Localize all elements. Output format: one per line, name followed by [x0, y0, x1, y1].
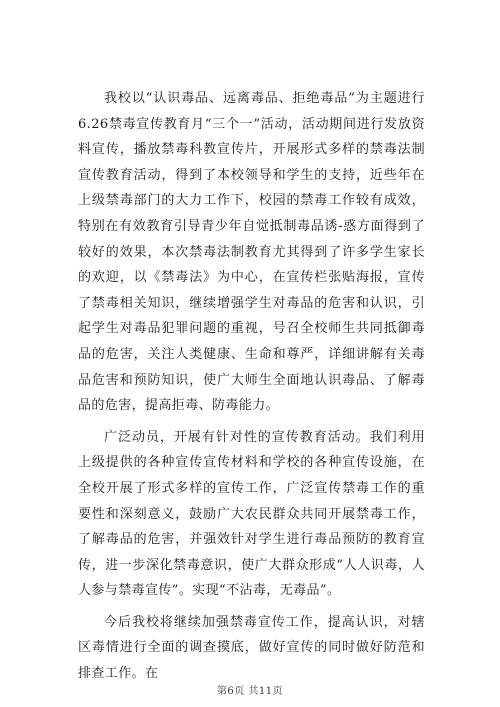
paragraph-2: 广泛动员，开展有针对性的宣传教育活动。我们利用上级提供的各种宣传宣传材料和学校的各种宣传设施，在全校开展了形式多样的宣传工作，广泛宣传禁毒工作的重要性和深刻意义，鼓励广大农民群众共同开展禁毒工作，了解毒品的危害，并强效针对学生进行毒品预防的教育宣传，进一步深化禁毒意识，使广大群众形成“人人识毒，人人参与禁毒宣传”。实现“不沾毒，无毒品”。 [78, 429, 425, 599]
page-number-footer: 第6页 共11页 [216, 686, 284, 697]
document-body [78, 86, 425, 693]
paragraph-1: 我校以“认识毒品、远离毒品、拒绝毒品”为主题进行6.26禁毒宣传教育月“三个一”活动，活动期间进行发放资料宣传，播放禁毒科教宣传片，开展形式多样的禁毒法制宣传教育活动，得到了本校领导和学生的支持，近些年在上级禁毒部门的大力工作下，校园的禁毒工作较有成效，特别在有效教育引导青少年自觉抵制毒品诱-惑方面得到了较好的效果，本次禁毒法制教育尤其得到了许多学生家长的欢迎，以《禁毒法》为中心，在宣传栏张贴海报，宣传了禁毒相关知识，继续增强学生对毒品的危害和认识，引起学生对毒品犯罪问题的重视，号召全校师生共同抵御毒品的危害，关注人类健康、生命和尊严，详细讲解有关毒品危害和预防知识，使广大师生全面地认识毒品、了解毒品的危害，提高拒毒、防毒能力。 [78, 91, 425, 414]
paragraph-3: 今后我校将继续加强禁毒宣传工作，提高认识，对辖区毒情进行全面的调查摸底，做好宣传的同时做好防范和排查工作。在 [78, 614, 425, 682]
